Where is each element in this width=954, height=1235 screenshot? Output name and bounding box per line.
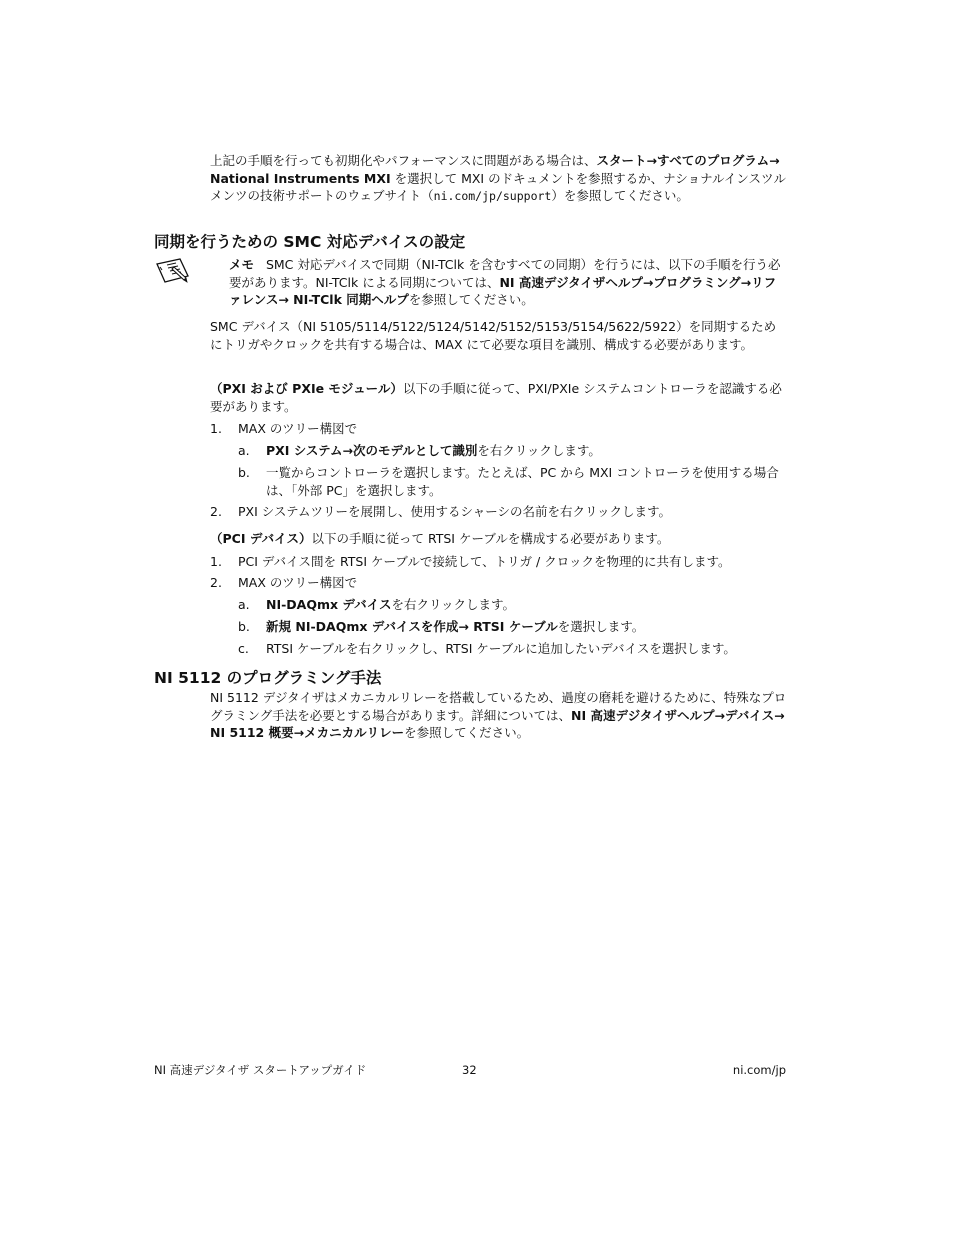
step-menu-path: NI-DAQmx デバイス [266,597,392,612]
pxi-step-2 [210,503,788,521]
step-text: を選択します。 [557,619,645,634]
step-letter: c. [238,641,249,656]
pxi-step-1 [210,420,357,438]
step-letter: a. [238,597,250,612]
note-text-1: SMC 対応デバイスで同期（NI-TClk を含むすべての同期）を行うには、以下の手順を行う必要があります。NI-TClk による同期については、 [229,257,781,290]
step-text: PCI デバイス間を RTSI ケーブルで接続して、トリガ / クロックを物理的に共有します。 [238,554,731,569]
intro-paragraph [210,152,788,206]
step-letter: a. [238,443,250,458]
step-text: RTSI ケーブルを右クリックし、RTSI ケーブルに追加したいデバイスを選択します。 [266,641,736,656]
pxi-step-1b [238,464,788,499]
pxi-paragraph [210,380,788,415]
pci-step-2c [238,640,788,658]
step-text: MAX のツリー構図で [238,575,358,590]
footer-title: NI 高速デジタイザ スタートアップガイド [154,1063,367,1077]
pci-label: （PCI デバイス） [210,531,312,546]
note-icon [154,256,194,286]
step-text: PXI システムツリーを展開し、使用するシャーシの名前を右クリックします。 [238,504,672,519]
footer-url[interactable]: ni.com/jp [732,1063,786,1077]
step-text: を右クリックします。 [391,597,516,612]
intro-text-3: ）を参照してください。 [551,188,689,203]
pci-step-2 [210,574,357,592]
intro-text-2: を選択して MXI のドキュメントを参照するか、ナショナルインスツルメンツの技術サポートのウェブサイト（ [210,170,786,203]
section-heading-ni5112: NI 5112 のプログラミング手法 [154,669,382,687]
note-label: メモ [229,257,255,272]
pci-step-2a [238,596,788,614]
ni5112-text-2: を参照してください。 [404,725,530,740]
pxi-label: （PXI および PXIe モジュール） [210,381,403,396]
support-url[interactable]: ni.com/jp/support [433,189,552,203]
page-number: 32 [462,1063,477,1077]
pxi-text: 以下の手順に従って、PXI/PXIe システムコントローラを認識する必要があります。 [210,381,782,414]
step-letter: b. [238,465,250,480]
ni5112-help-path: NI 高速デジタイザヘルプ→デバイス→ NI 5112 概要→メカニカルリレー [210,707,785,740]
step-number: 1. [210,554,222,569]
intro-menu-path: スタート→すべてのプログラム→ National Instruments MXI [210,153,780,186]
step-menu-path: PXI システム→次のモデルとして識別 [266,443,478,458]
note-paragraph [229,256,788,309]
pci-step-1 [210,553,788,571]
step-number: 2. [210,575,222,590]
pci-text: 以下の手順に従って RTSI ケーブルを構成する必要があります。 [311,531,670,546]
step-text: を右クリックします。 [477,443,601,458]
step-number: 1. [210,421,222,436]
step-menu-path: 新規 NI-DAQmx デバイスを作成→ RTSI ケーブル [266,619,558,634]
note-help-path: NI 高速デジタイザヘルプ→プログラミング→リファレンス→ NI-TClk 同期ヘルプ [229,274,777,307]
pxi-step-1a [238,442,788,460]
intro-text-1: 上記の手順を行っても初期化やパフォーマンスに問題がある場合は、 [210,153,597,168]
ni5112-paragraph [210,689,788,742]
pci-step-2b [238,618,788,636]
pci-paragraph [210,530,788,548]
section-heading-smc-sync: 同期を行うための SMC 対応デバイスの設定 [154,233,466,251]
ni5112-text-1: NI 5112 デジタイザはメカニカルリレーを搭載しているため、過度の磨耗を避けるために、特殊なプログラミング手法を必要とする場合があります。詳細については、 [210,690,787,723]
step-text: 一覧からコントローラを選択します。たとえば、PC から MXI コントローラを使用する場合は、「外部 PC」を選択します。 [266,465,779,498]
step-letter: b. [238,619,250,634]
note-text-2: を参照してください。 [408,292,534,307]
step-number: 2. [210,504,222,519]
smc-devices-paragraph: SMC デバイス（NI 5105/5114/5122/5124/5142/5152/5153/5154/5622/5922）を同期するためにトリガやクロックを共有する場合は、MAX にて必要な項目を識別、構成する必要があります。 [210,319,777,352]
step-text: MAX のツリー構図で [238,421,358,436]
